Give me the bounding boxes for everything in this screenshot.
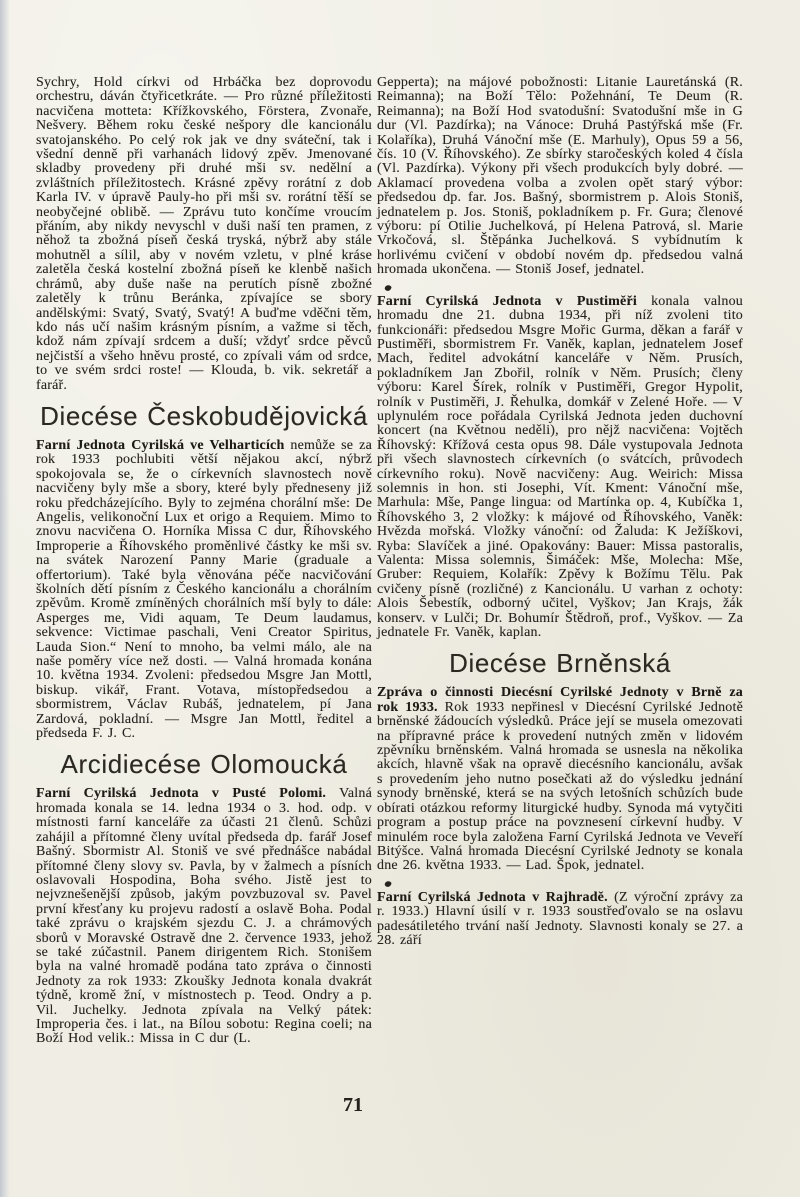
paragraph-brno-report: [377, 686, 743, 873]
section-heading-arcidiecese-olomoucka: Arcidiecése Olomoucká: [60, 749, 348, 780]
paragraph-text: Valná hromada konala se 14. ledna 1934 o 3. hod. odp. v místnosti farní kanceláře za účasti 21 členů. Schůzi zahájil a přítomné členy uvítal předseda dp. farář Josef Bašný. Sbormistr Al. Stoniš ve své přednášce nabádal přítomné členy slovy sv. Pavla, by v žalmech a písních oslavovali Hospodina, Boha svého. Jistě jest to nejvznešenější způsob, jakým povzbuzoval sv. Pavel první křesťany ku projevu radostí a oslavě Boha. Podal také zprávu o krajském sjezdu C. J. a chrámových sborů v Moravské Ostravě dne 2. července 1933, jehož se také zúčastnil. Panem dirigentem Rich. Stonišem byla na valné hromadě podána tato zpráva o činnosti Jednoty za rok 1933: Zkoušky Jednota konala dvakrát týdně, kromě žní, v místnostech p. Teod. Ondry a p. Vil. Juchelky. Jednota zpívala na Velký pátek: Improperia čes. i lat., na Bílou sobotu: Regina coeli; na Boží Hod velik.: Missa in C dur (L.: [36, 786, 372, 1047]
section-heading-diecese-brnenska: Diecése Brněnská: [449, 648, 671, 679]
paragraph-lead: Farní Cyrilská Jednota v Pusté Polomi.: [36, 786, 327, 802]
page-number: 71: [343, 1094, 363, 1116]
fleuron-glyph: [384, 284, 392, 292]
paragraph-text: Sychry, Hold církvi od Hrbáčka bez doprovodu orchestru, dáván čtyřicetkráte. — Pro různé příležitosti nacvičena motteta: Křížkovského, Förstera, Zvonaře, Nešvery. Během roku české nešpory dle kancionálu svatojanského. Po celý rok jak ve dny sváteční, tak i všední denně při varhanách lidový zpěv. Jmenované skladby provedeny při druhé mši sv. nedělní a zvláštních příležitostech. Krásné zpěvy rorátní z dob Karla IV. v úpravě Pauly-ho při mši sv. rorátní těší se neobyčejné oblibě. — Zprávu tuto končíme vroucím přáním, aby nikdy nevyschl v duši naší ten pramen, z něhož ta zbožná píseň česká tryská, nýbrž aby stále mohutněl a sílil, aby v novém vzletu, v plné kráse zaletěla česká kostelní zbožná píseň ke klenbě našich chrámů, aby duše naše na perutích písně zbožné zaletěly k trůnu Beránka, zpívajíce se sbory andělskými: Svatý, Svatý, Svatý! A buďme vděčni těm, kdo nás učí našim krásným písním, a važme si těch, kdož nám zpívají srdcem a duší; vždyť srdce pěvců nejčistší a všeho hněvu prosté, co zpívali vám od srdce, to ve svém srdci roste! — Klouda, b. vik. sekretář a farář.: [36, 75, 372, 393]
paragraph-pustimer: [377, 295, 743, 641]
paragraph-lead: Farní Cyrilská Jednota v Pustiměři: [377, 293, 637, 309]
fleuron-ornament-icon: [385, 877, 743, 889]
left-column: [36, 76, 372, 1050]
paragraph-continuation: [36, 76, 372, 393]
paragraph-velhartice: [36, 439, 372, 742]
paragraph-lead: Farní Jednota Cyrilská ve Velharticích: [36, 437, 285, 453]
paragraph-text: (Z výroční zprávy za r. 1933.) Hlavní úsilí v r. 1933 soustřeďovalo se na oslavu padesátiletého trvání naší Jednoty. Slavnosti konaly se 27. a 28. září: [377, 889, 743, 948]
fleuron-ornament-icon: [385, 281, 743, 293]
section-heading-diecese-ceskobudejovicka: Diecése Českobudějovická: [40, 400, 368, 431]
paragraph-lead: Farní Cyrilská Jednota v Rajhradě.: [377, 889, 608, 905]
paragraph-text: nemůže se za rok 1933 pochlubiti větší nějakou akcí, nýbrž spokojovala se, že o církevních slavnostech nově nacvičeny byly mše a sbory, které byly předneseny již roku předcházejícího. Byly to zejména chorální mše: De Angelis, velikonoční Lux et origo a Requiem. Mimo to znovu nacvičena O. Horníka Missa C dur, Říhovského Improperie a Říhovského proměnlivé částky ke mši sv. na svátek Narození Panny Marie (graduale a offertorium). Také byla věnována péče nacvičování školních dětí písním z Českého kancionálu a chorálním zpěvům. Kromě zmíněných chorálních mší byly to dále: Asperges me, Vidi aquam, Te Deum laudamus, sekvence: Victimae paschali, Veni Creator Spiritus, Lauda Sion.“ Není to mnoho, ba velmi málo, ale na naše poměry více než dosti. — Valná hromada konána 10. května 1934. Zvoleni: předsedou Msgre Jan Mottl, biskup. vikář, Frant. Votava, místopředsedou a sbormistrem, Václav Rubáš, jednatelem, pí Jana Zardová, pokladní. — Msgre Jan Mottl, ředitel a předseda F. J. C.: [36, 437, 372, 742]
paragraph-pusta-polom: [36, 787, 372, 1046]
paragraph-lead: Zpráva o činnosti Diecésní Cyrilské Jednoty v Brně za rok 1933.: [377, 685, 743, 715]
paragraph-text: Rok 1933 nepřinesl v Diecésní Cyrilské Jednotě brněnské žádoucích výsledků. Práce její se musela omezovati na přípravné práce k provedení nutných změn v lidovém zpěvníku brněnském. Valná hromada se usnesla na několika akcích, hlavně však na opravě diecésního kancionálu, avšak s provedením jeho nutno posečkati až do výsledku jednání synody brněnské, která se na svých letošních schůzích bude obírati otázkou reformy liturgické hudby. Synoda má vytyčiti program a postup práce na povznesení církevní hudby. V minulém roce byla založena Farní Cyrilská Jednota ve Veveří Bitýšce. Valná hromada Diecésní Cyrilské Jednoty se konala dne 26. května 1933. — Lad. Špok, jednatel.: [377, 699, 743, 874]
right-column: [377, 76, 743, 951]
paragraph-text: Gepperta); na májové pobožnosti: Litanie Lauretánská (R. Reimanna); na Boží Tělo: Požehnání, Te Deum (R. Reimanna); na Boží Hod svatodušní: Svatodušní mše in G dur (Vl. Pazdírka); na Vánoce: Druhá Pastýřská mše (Fr. Kolaříka), Druhá Vánoční mše (E. Marhuly), Opus 59 a 56, čís. 10 (V. Říhovského). Ze sbírky staročeských koled 4 čísla (Vl. Pazdírka). Výkony při všech produkcích byly dobré. — Aklamací provedena volba a zvolen opět starý výbor: předsedou dp. far. Jos. Bašný, sbormistrem p. Alois Stoniš, jednatelem p. Jos. Stoniš, pokladníkem p. Fr. Gura; členové výboru: pí Otilie Juchelková, pí Helena Patrová, sl. Marie Vrkočová, sl. Štěpánka Juchelková. S vybídnutím k horlivému cvičení v období novém dp. předsedou valná hromada ukončena. — Stoniš Josef, jednatel.: [377, 75, 743, 278]
paragraph-rajhrad: [377, 891, 743, 949]
paragraph-text: konala valnou hromadu dne 21. dubna 1934, při níž zvoleni tito funkcionáři: předsedou Msgre Mořic Gurma, děkan a farář v Pustiměři, sbormistrem Fr. Vaněk, kaplan, jednatelem Josef Mach, ředitel advokátní kanceláře v Něm. Prusích, pokladníkem Jan Zbořil, rolník v Něm. Prusích; členy výboru: Karel Šírek, rolník v Pustiměři, Gregor Hypolit, rolník v Pustiměři, J. Řehulka, domkář v Zelené Hoře. — V uplynulém roce pořádala Cyrilská Jednota jeden duchovní koncert (na Květnou neděli), pro nějž nacvičena: Vojtěch Říhovský: Křížová cesta opus 98. Dále vystupovala Jednota při všech slavnostech církevních (o svátcích, průvodech církevního roku). Nově nacvičeny: Aug. Weirich: Missa solemnis in hon. sti Josephi, Vít. Kment: Vánoční mše, Marhula: Mše, Pange lingua: od Martínka op. 4, Kubíčka 1, Říhovského 3, 2 vložky: k májové od Říhovského, Vaněk: Hvězda mořská. Vložky vánoční: od Žaluda: K Ježíškovi, Ryba: Slavíček a jiné. Opakovány: Bauer: Missa pastoralis, Valenta: Missa solemnis, Šimáček: Mše, Molecha: Mše, Gruber: Requiem, Kolařík: Zpěvy k Božímu Tělu. Pak cvičeny písně (rozličné) z Kancionálu. U varhan z ochoty: Alois Šebestík, odborný učitel, Vyškov; Jan Krajs, žák konserv. v Lulči; Dr. Bohumír Štědroň, prof., Vyškov. — Za jednatele Fr. Vaněk, kaplan.: [377, 293, 743, 641]
fleuron-glyph: [384, 880, 392, 888]
paragraph-continuation: [377, 76, 743, 278]
scan-edge-shadow: [0, 0, 10, 1197]
